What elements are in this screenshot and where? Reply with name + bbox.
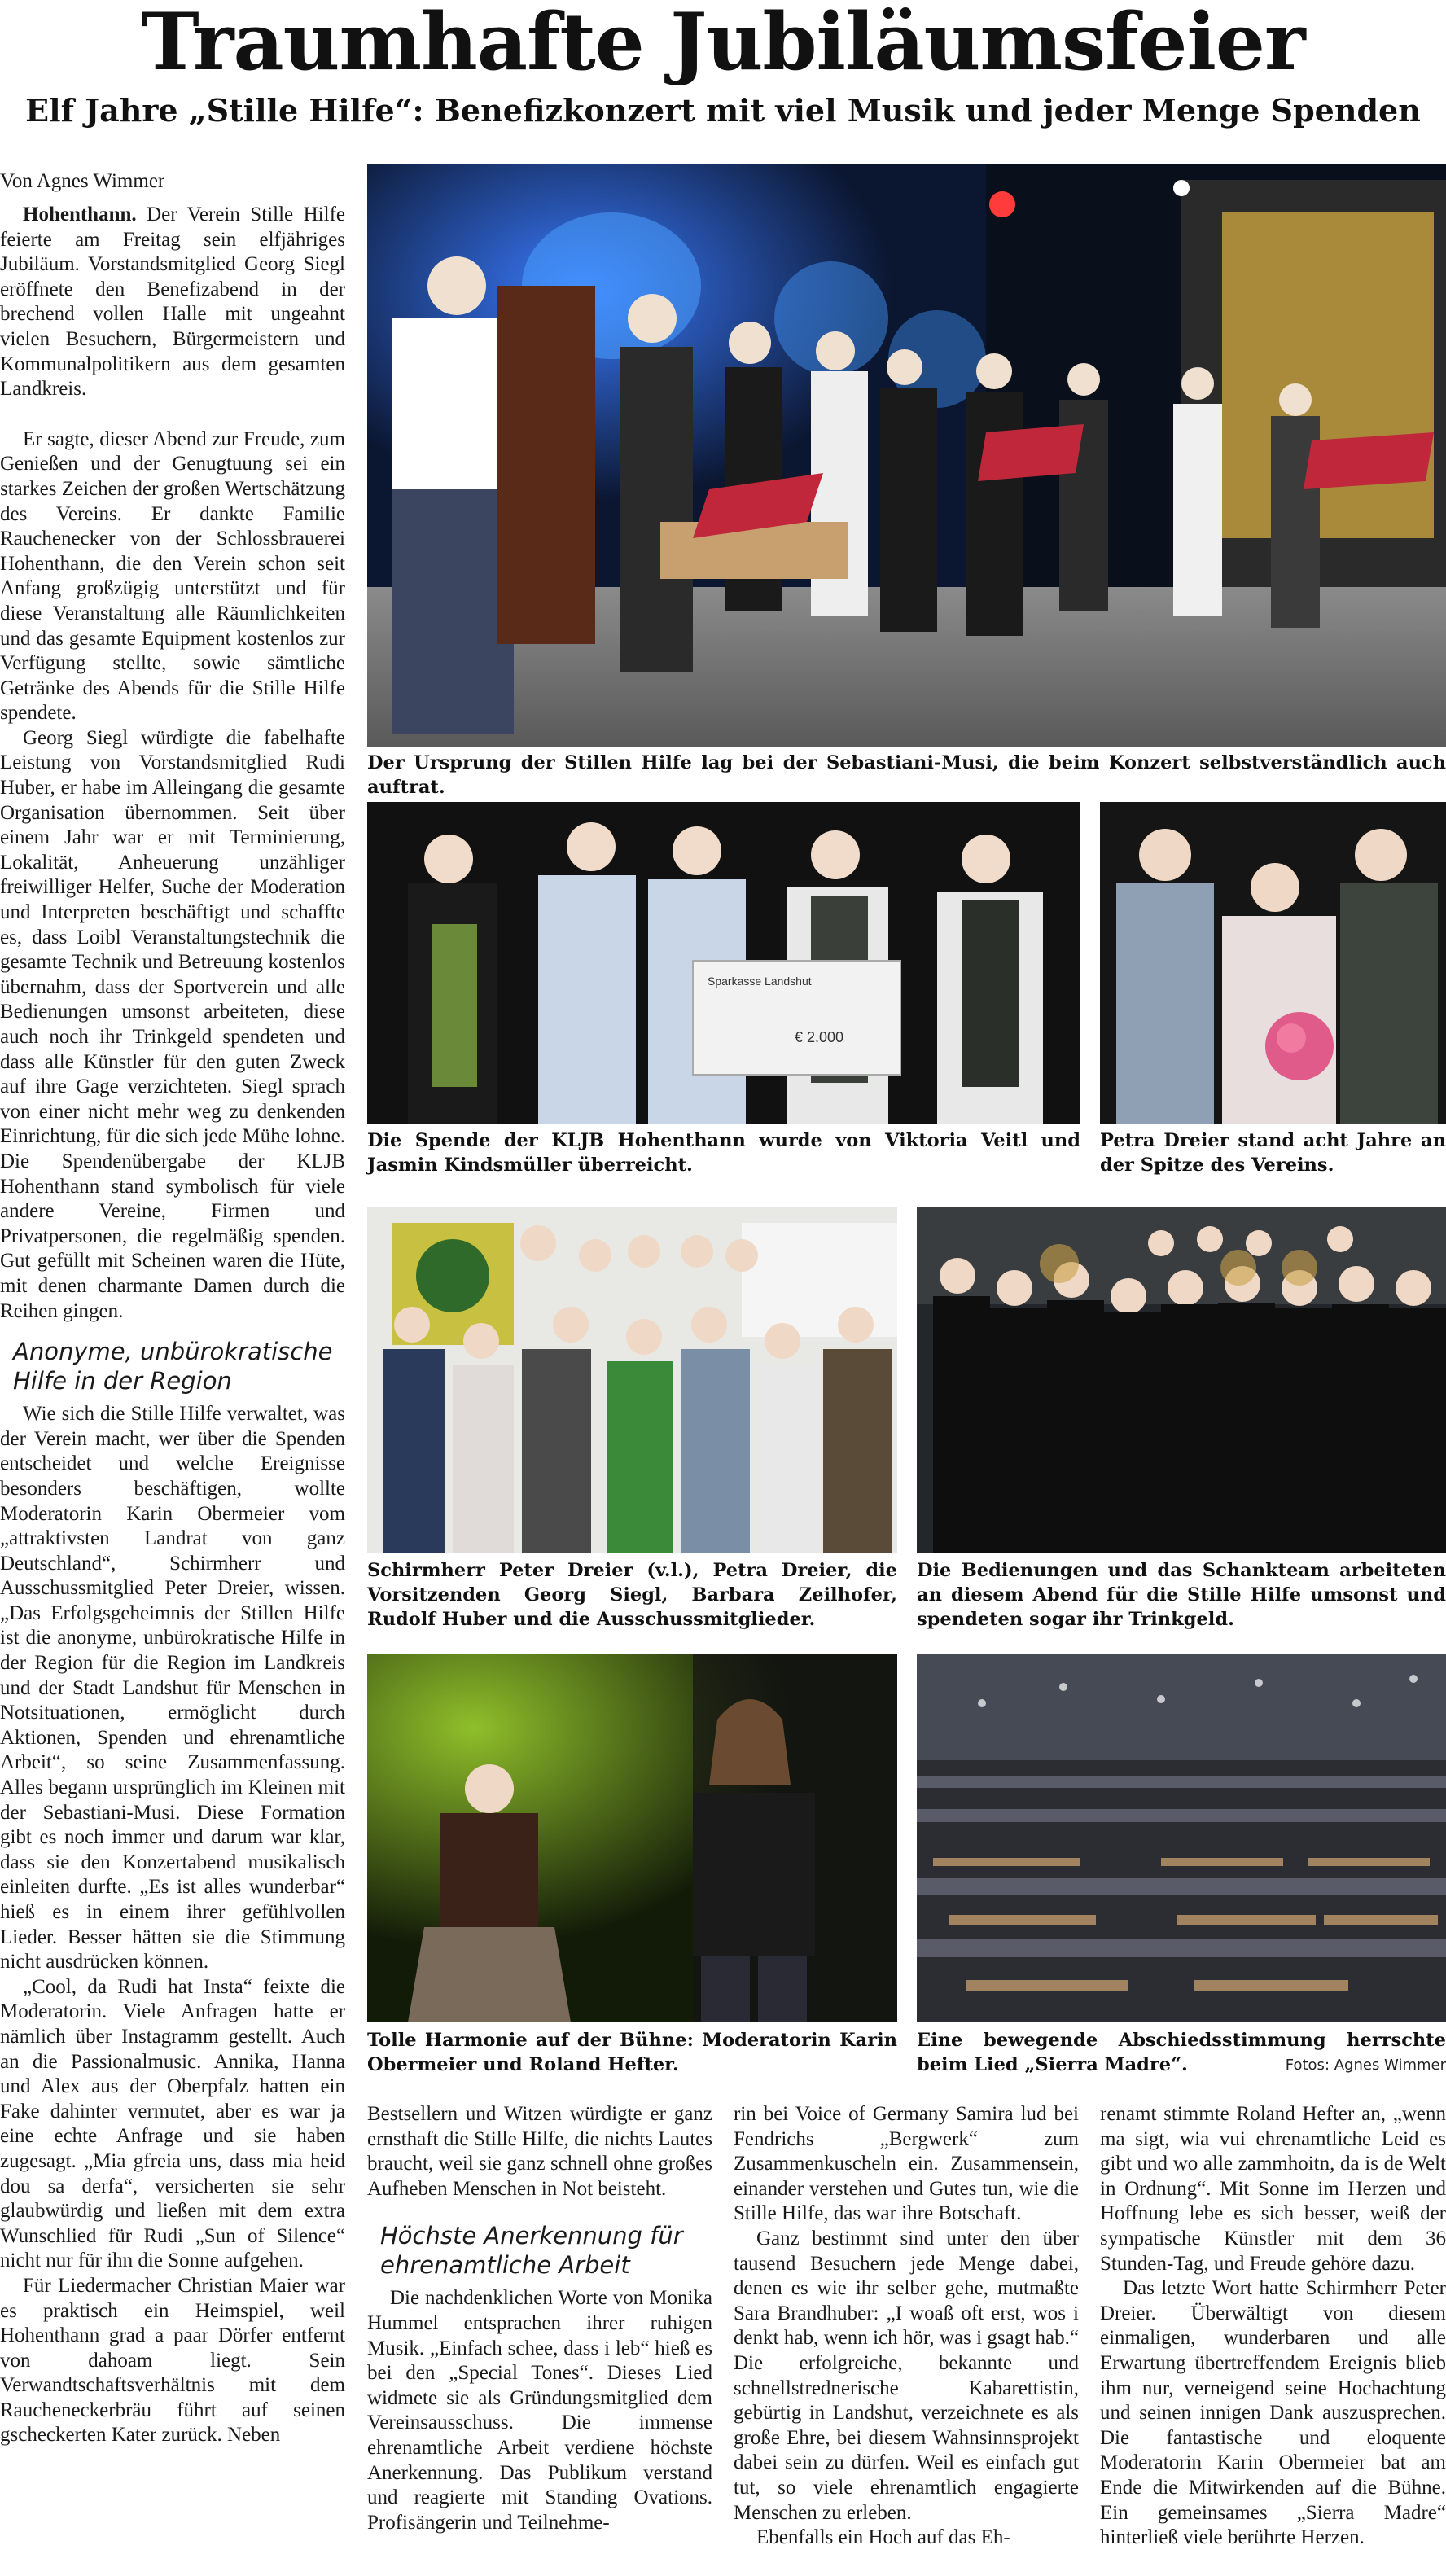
paragraph: „Cool, da Rudi hat Insta“ feixte die Moderatorin. Viele Anfragen hatte er nämlich über Instagramm gestellt. Auch an die Passionalmusic. Annika, Hanna und Alex aus der Oberpfalz hatten ein Fake dahinter vermutet, aber es war ja eine echte Anfrage und sie haben zugesagt. „Mia gfreia uns, dass mia heid dou sa derfa“, versicherten sie sehr glaubwürdig und ließen mit dem extra Wunschlied für Rudi „Sun of Silence“ nicht nur für ihn die Sonne aufgehen.: [0, 1975, 345, 2272]
paragraph: Er sagte, dieser Abend zur Freude, zum Genießen und der Genugtuung sei ein starkes Zeichen der großen Wertschätzung des Vereins. Er dankte Familie Rauchenecker von der Schlossbrauerei Hohenthann, die den Verein schon seit Anfang großzügig unterstützt und für diese Veranstaltung alle Räumlichkeiten und das gesamte Equipment kostenlos zur Verfügung stellte, sowie sämtliche Getränke des Abends für die Stille Hilfe spendete.: [0, 427, 345, 725]
dateline: Hohenthann.: [23, 204, 137, 226]
photo-kljb-donation: [367, 802, 1080, 1124]
headline: Traumhafte Jubiläumsfeier: [141, 0, 1305, 88]
article-column-4: [1100, 2102, 1446, 2551]
paragraph: Georg Siegl würdigte die fabelhafte Leistung von Vorstandsmitglied Rudi Huber, er habe im Alleingang die gesamte Organisation übernommen. Seit über einem Jahr war er mit Terminierung, Lokalität, Anheuerung unzähliger freiwilliger Helfer, Suche der Moderation und Interpreten beschäftigt und schaffte es, dass Loibl Veranstaltungstechnik die gesamte Technik und Betreuung kostenlos übernahm, dass der Sportverein und alle Bedienungen umsonst arbeiteten, diese auch noch ihr Trinkgeld spendeten und dass alle Künstler für den guten Zweck auf ihre Gage verzichteten. Siegl sprach von einer nicht mehr weg zu denkenden Einrichtung, für die sich jede Mühe lohne. Die Spendenübergabe der KLJB Hohenthann stand symbolisch für viele andere Vereine, Firmen und Privatpersonen, die regelmäßig spenden. Gut gefüllt mit Scheinen waren die Hüte, mit denen charmante Damen durch die Reihen gingen.: [0, 726, 345, 1322]
paragraph: Ebenfalls ein Hoch auf das Eh-: [756, 2526, 1010, 2549]
section-heading: Anonyme, unbürokratische Hilfe in der Region: [13, 1338, 333, 1395]
paragraph: Ganz bestimmt sind unter den über tausend Besuchern jede Menge dabei, denen es wie ihr selber gehe, mutmaßte Sara Brandhuber: „I woaß oft erst, wos i denkt hab, wenn ich hör, was i gsagt hab.“ Die erfolgreiche, bekannte und schnellstrednerische Kabarettistin, gebürtig in Landshut, verzeichnete es als große Ehre, bei diesem Wahnsinnsprojekt dabei sein zu dürfen. Weil es einfach gut tut, so viele ehrenamtlich engagierte Menschen zu erleben.: [734, 2227, 1079, 2524]
check-amount: € 2.000: [795, 1029, 844, 1045]
photo-caption: Petra Dreier stand acht Jahre an der Spitze des Vereins.: [1100, 1130, 1446, 1176]
photo-caption: Schirmherr Peter Dreier (v.l.), Petra Dreier, die Vorsitzenden Georg Siegl, Barbara Zeilhofer, Rudolf Huber und die Ausschussmitglieder.: [367, 1560, 897, 1630]
paragraph: Wie sich die Stille Hilfe verwaltet, was der Verein macht, wer über die Spenden entscheidet und welche Ereignisse besonders beschäftigen, wollte Moderatorin Karin Obermeier vom „attraktivsten Landrat von ganz Deutschland“, Schirmherr und Ausschussmitglied Peter Dreier, wissen. „Das Erfolgsgeheimnis der Stillen Hilfe ist die anonyme, unbürokratische Hilfe in der Region für die Region im Landkreis und der Stadt Landshut für Menschen in Notsituationen, ermöglicht durch Aktionen, Spenden und ehrenamtliche Arbeit“, so seine Zusammenfassung. Alles begann ursprünglich im Kleinen mit der Sebastiani-Musi. Diese Formation gibt es noch immer und darum war klar, dass sie den Konzertabend musikalisch einleiten durfte. „Es ist alles wunderbar“ hieß es in einem ihrer gefühlvollen Lieder. Besser hätten sie die Stimmung nicht ausdrücken können.: [0, 1403, 345, 1974]
paragraph: rin bei Voice of Germany Samira lud bei Fendrichs „Bergwerk“ zum Zusammenkuscheln ein. Zusammensein, einander verstehen und Gutes tun, wie die Stille Hilfe, das war ihre Botschaft.: [734, 2103, 1079, 2225]
paragraph: Für Liedermacher Christian Maier war es praktisch ein Heimspiel, weil Hohenthann grad a paar Dörfer entfernt von dahoam liegt. Sein Verwandtschaftsverhältnis mit dem Raucheneckerbräu führt auf seinen gscheckerten Kater zurück. Neben: [0, 2274, 345, 2447]
paragraph: Das letzte Wort hatte Schirmherr Peter Dreier. Überwältigt von diesem einmaligen, wunderbaren und alle Erwartung übertreffendem Ereignis blieb ihm nur, verneigend seine Hochachtung und seinen innigen Dank auszusprechen. Die fantastische und eloquente Moderatorin Karin Obermeier bat am Ende die Mitwirkenden auf die Bühne. Ein gemeinsames „Sierra Madre“ hinterließ viele berührte Herzen.: [1100, 2277, 1446, 2549]
check-bank-name: Sparkasse Landshut: [708, 975, 812, 988]
byline: Von Agnes Wimmer: [0, 170, 165, 192]
article-column-1: [0, 203, 345, 2448]
paragraph: Die nachdenklichen Worte von Monika Hummel entsprachen ihrer ruhigen Musik. „Einfach schee, dass i leb“ hieß es bei den „Special Tones“. Dieses Lied widmete sie als Gründungsmitglied dem Vereinsausschuss. Die immense ehrenamtliche Arbeit verdiene höchste Anerkennung. Das Publikum verstand und reagierte mit Standing Ovations. Profisängerin und Teilnehme-: [367, 2287, 712, 2534]
paragraph: renamt stimmte Roland Hefter an, „wenn ma sigt, wia vui ehrenamtliche Leid es gibt und wo alle zammhoitn, da is de Welt in Ordnung“. Mit Sonne im Herzen und Hoffnung lebe es sich besser, weiß der sympatische Künstler mit dem 36 Stunden-Tag, und Freude gehöre dazu.: [1100, 2103, 1446, 2275]
photo-credit: Fotos: Agnes Wimmer: [1285, 2057, 1446, 2074]
photo-moderator-hefter: [367, 1654, 897, 2022]
photo-service-team: [917, 1207, 1446, 1553]
photo-sebastiani-musi: [367, 164, 1446, 747]
photo-caption: Tolle Harmonie auf der Bühne: Moderatorin Karin Obermeier und Roland Hefter.: [367, 2030, 897, 2075]
photo-caption: Eine bewegende Abschiedsstimmung herrschte beim Lied „Sierra Madre“.: [917, 2030, 1446, 2075]
article-column-2: [367, 2102, 712, 2535]
section-heading: Höchste Anerkennung für ehrenamtliche Arbeit: [380, 2222, 683, 2280]
photo-petra-dreier: [1100, 802, 1446, 1124]
photo-hall-audience: [917, 1654, 1446, 2022]
photo-caption: Der Ursprung der Stillen Hilfe lag bei der Sebastiani-Musi, die beim Konzert selbstverständlich auch auftrat.: [367, 752, 1446, 798]
photo-caption: Die Spende der KLJB Hohenthann wurde von Viktoria Veitl und Jasmin Kindsmüller überreicht.: [367, 1130, 1080, 1176]
article-column-3: [734, 2102, 1079, 2551]
paragraph: [0, 203, 345, 402]
subheadline: Elf Jahre „Stille Hilfe“: Benefizkonzert mit viel Musik und jeder Menge Spenden: [25, 92, 1421, 129]
paragraph: Bestsellern und Witzen würdigte er ganz ernsthaft die Stille Hilfe, die nichts Lautes braucht, weil sie ganz schnell ohne großes Aufheben Menschen in Not beisteht.: [367, 2103, 712, 2200]
photo-caption: Die Bedienungen und das Schankteam arbeiteten an diesem Abend für die Stille Hilfe umsonst und spendeten sogar ihr Trinkgeld.: [917, 1560, 1446, 1630]
photo-committee-group: [367, 1207, 897, 1553]
paragraph-text: Der Verein Stille Hilfe feierte am Freitag sein elfjähriges Jubiläum. Vorstandsmitglied Georg Siegl eröffnete den Benefizabend in der brechend vollen Halle mit ungeahnt vielen Besuchern, Bürgermeistern und Kommunalpolitikern aus dem gesamten Landkreis.: [0, 204, 345, 401]
